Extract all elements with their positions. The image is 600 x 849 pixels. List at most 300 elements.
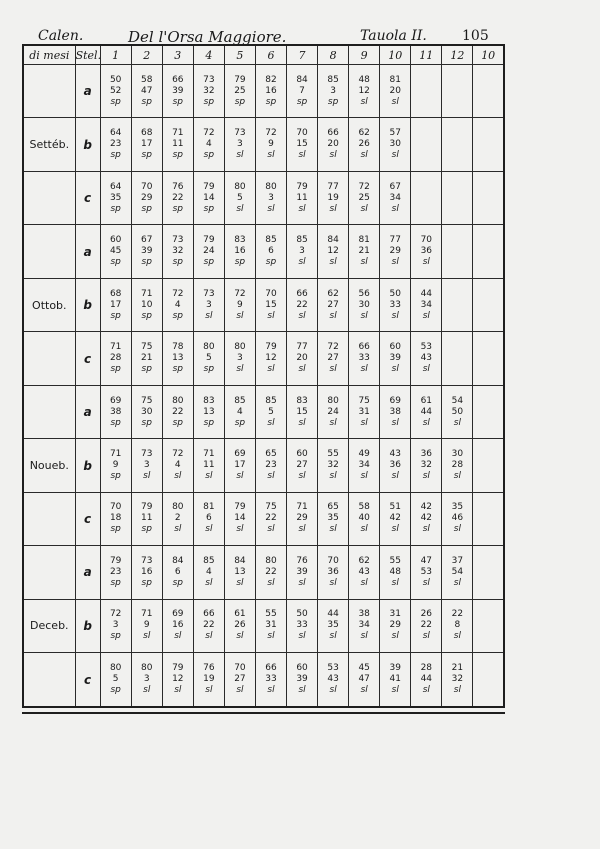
value-cell bbox=[287, 278, 318, 331]
direction-label: sl bbox=[391, 417, 399, 428]
direction-label: sl bbox=[267, 150, 275, 161]
value-number: 35 bbox=[327, 513, 339, 524]
value-number: 43 bbox=[389, 449, 401, 460]
header-title: Del l'Orsa Maggiore. bbox=[128, 28, 287, 46]
value-number: 72 bbox=[234, 288, 246, 299]
direction-label: sl bbox=[298, 524, 306, 535]
direction-label: sl bbox=[298, 417, 306, 428]
value-cell bbox=[318, 278, 349, 331]
value-number: 23 bbox=[265, 460, 277, 471]
direction-label: sl bbox=[267, 685, 275, 696]
value-cell bbox=[411, 599, 442, 652]
value-number: 39 bbox=[389, 353, 401, 364]
direction-label: sp bbox=[234, 257, 246, 268]
direction-label: sl bbox=[267, 577, 275, 588]
value-number: 65 bbox=[265, 449, 277, 460]
direction-label: sl bbox=[174, 524, 182, 535]
value-number: 28 bbox=[109, 353, 122, 364]
value-number: 6 bbox=[268, 246, 274, 257]
direction-label: sl bbox=[298, 257, 306, 268]
direction-label: sl bbox=[329, 631, 337, 642]
direction-label: sl bbox=[360, 417, 368, 428]
direction-label: sl bbox=[422, 631, 430, 642]
value-number: 70 bbox=[296, 128, 308, 139]
value-cell bbox=[411, 171, 442, 224]
value-cell bbox=[473, 385, 504, 438]
col-star-header: 9 bbox=[349, 45, 380, 65]
value-number: 80 bbox=[327, 395, 339, 406]
value-cell bbox=[442, 385, 473, 438]
direction-label: sp bbox=[265, 96, 277, 107]
direction-label: sp bbox=[203, 96, 215, 107]
value-number: 40 bbox=[358, 513, 370, 524]
value-number: 42 bbox=[420, 502, 433, 513]
value-number: 7 bbox=[299, 85, 305, 96]
value-cell bbox=[442, 171, 473, 224]
table-row bbox=[23, 492, 504, 545]
table-row bbox=[23, 225, 504, 278]
direction-label: sl bbox=[453, 524, 461, 535]
direction-label: sl bbox=[422, 524, 430, 535]
value-number: 66 bbox=[265, 663, 277, 674]
value-number: 20 bbox=[389, 85, 401, 96]
value-number: 75 bbox=[141, 342, 153, 353]
value-number: 72 bbox=[172, 449, 184, 460]
direction-label: sp bbox=[203, 203, 215, 214]
value-number: 36 bbox=[420, 246, 433, 257]
value-cell bbox=[442, 65, 473, 118]
value-cell bbox=[224, 278, 255, 331]
direction-label: sl bbox=[298, 364, 306, 375]
value-number: 15 bbox=[296, 139, 308, 150]
value-number: 42 bbox=[420, 513, 433, 524]
value-cell bbox=[255, 332, 286, 385]
value-number: 64 bbox=[109, 128, 122, 139]
value-number: 50 bbox=[109, 74, 122, 85]
direction-label: sl bbox=[267, 631, 275, 642]
direction-label: sl bbox=[236, 150, 244, 161]
value-cell bbox=[255, 492, 286, 545]
direction-label: sp bbox=[172, 310, 183, 321]
value-number: 3 bbox=[299, 246, 305, 257]
value-number: 42 bbox=[389, 513, 401, 524]
value-number: 71 bbox=[172, 128, 184, 139]
direction-label: sl bbox=[236, 631, 244, 642]
direction-label: sl bbox=[360, 471, 368, 482]
value-cell bbox=[380, 65, 411, 118]
table-header-row bbox=[23, 45, 504, 65]
value-number: 70 bbox=[141, 181, 153, 192]
direction-label: sp bbox=[327, 96, 339, 107]
value-number: 60 bbox=[389, 342, 401, 353]
direction-label: sl bbox=[422, 685, 430, 696]
value-number: 47 bbox=[358, 674, 370, 685]
value-cell bbox=[380, 439, 411, 492]
value-number: 13 bbox=[234, 566, 246, 577]
direction-label: sl bbox=[391, 524, 399, 535]
value-cell bbox=[287, 653, 318, 707]
value-number: 71 bbox=[141, 609, 153, 620]
value-number: 38 bbox=[109, 406, 122, 417]
value-number: 85 bbox=[265, 235, 277, 246]
bottom-rule bbox=[22, 712, 505, 714]
value-cell bbox=[255, 599, 286, 652]
value-cell bbox=[255, 225, 286, 278]
value-number: 25 bbox=[234, 85, 246, 96]
value-number: 38 bbox=[389, 406, 401, 417]
value-number: 62 bbox=[358, 555, 370, 566]
value-number: 4 bbox=[237, 406, 243, 417]
star-table bbox=[22, 44, 505, 708]
value-number: 46 bbox=[451, 513, 464, 524]
value-number: 39 bbox=[172, 85, 184, 96]
direction-label: sl bbox=[298, 685, 306, 696]
table-row bbox=[23, 653, 504, 707]
value-number: 28 bbox=[451, 460, 464, 471]
value-number: 43 bbox=[358, 566, 370, 577]
value-number: 20 bbox=[327, 139, 339, 150]
value-cell bbox=[193, 225, 224, 278]
value-number: 53 bbox=[420, 342, 433, 353]
value-cell bbox=[473, 332, 504, 385]
value-cell bbox=[411, 332, 442, 385]
direction-label: sp bbox=[203, 257, 215, 268]
direction-label: sp bbox=[110, 150, 121, 161]
value-number: 36 bbox=[420, 449, 433, 460]
value-cell bbox=[224, 599, 255, 652]
direction-label: sl bbox=[329, 577, 337, 588]
value-cell bbox=[100, 65, 131, 118]
value-cell bbox=[287, 118, 318, 171]
value-number: 26 bbox=[358, 139, 370, 150]
value-cell bbox=[411, 65, 442, 118]
direction-label: sl bbox=[267, 364, 275, 375]
direction-label: sl bbox=[267, 471, 275, 482]
value-number: 53 bbox=[420, 566, 433, 577]
direction-label: sl bbox=[391, 203, 399, 214]
direction-label: sl bbox=[360, 685, 368, 696]
month-cell bbox=[23, 332, 75, 385]
value-cell bbox=[380, 492, 411, 545]
value-cell bbox=[473, 599, 504, 652]
value-number: 35 bbox=[327, 620, 339, 631]
col-star-header: 4 bbox=[193, 45, 224, 65]
value-number: 80 bbox=[234, 342, 246, 353]
value-number: 32 bbox=[172, 246, 184, 257]
value-number: 15 bbox=[265, 299, 277, 310]
direction-label: sp bbox=[234, 417, 246, 428]
value-number: 70 bbox=[265, 288, 277, 299]
value-number: 16 bbox=[265, 85, 277, 96]
direction-label: sp bbox=[172, 96, 183, 107]
value-number: 80 bbox=[172, 502, 184, 513]
stel-cell: a bbox=[75, 225, 100, 278]
value-cell bbox=[442, 546, 473, 599]
value-number: 79 bbox=[203, 235, 215, 246]
value-cell bbox=[318, 171, 349, 224]
value-number: 85 bbox=[234, 395, 246, 406]
value-cell bbox=[131, 118, 162, 171]
value-number: 66 bbox=[203, 609, 215, 620]
value-cell bbox=[224, 653, 255, 707]
value-number: 44 bbox=[420, 674, 433, 685]
value-cell bbox=[131, 599, 162, 652]
value-number: 84 bbox=[234, 555, 246, 566]
direction-label: sl bbox=[236, 577, 244, 588]
direction-label: sp bbox=[265, 257, 277, 268]
value-number: 12 bbox=[327, 246, 339, 257]
value-number: 3 bbox=[237, 353, 243, 364]
value-number: 62 bbox=[327, 288, 339, 299]
value-cell bbox=[193, 653, 224, 707]
value-cell bbox=[349, 599, 380, 652]
value-cell bbox=[411, 546, 442, 599]
value-cell bbox=[224, 385, 255, 438]
direction-label: sl bbox=[422, 257, 430, 268]
direction-label: sl bbox=[329, 364, 337, 375]
value-number: 80 bbox=[109, 663, 122, 674]
value-cell bbox=[380, 278, 411, 331]
direction-label: sl bbox=[329, 257, 337, 268]
direction-label: sp bbox=[110, 203, 121, 214]
value-number: 70 bbox=[234, 663, 246, 674]
month-cell bbox=[23, 385, 75, 438]
value-number: 27 bbox=[296, 460, 308, 471]
value-cell bbox=[131, 439, 162, 492]
direction-label: sl bbox=[453, 685, 461, 696]
stel-cell: b bbox=[75, 118, 100, 171]
col-star-header: 7 bbox=[287, 45, 318, 65]
value-cell bbox=[411, 439, 442, 492]
value-number: 85 bbox=[296, 235, 308, 246]
value-cell bbox=[442, 439, 473, 492]
col-month-header: di mesi bbox=[23, 45, 75, 65]
direction-label: sl bbox=[205, 310, 213, 321]
value-number: 9 bbox=[237, 299, 243, 310]
value-number: 19 bbox=[327, 192, 339, 203]
direction-label: sp bbox=[203, 417, 215, 428]
month-cell: Settéb. bbox=[23, 118, 75, 171]
col-star-header: 10 bbox=[473, 45, 504, 65]
value-number: 4 bbox=[205, 139, 212, 150]
value-number: 39 bbox=[296, 674, 308, 685]
value-number: 5 bbox=[268, 406, 274, 417]
col-star-header: 12 bbox=[442, 45, 473, 65]
direction-label: sl bbox=[360, 257, 368, 268]
value-cell bbox=[380, 332, 411, 385]
value-cell bbox=[100, 492, 131, 545]
value-cell bbox=[318, 65, 349, 118]
direction-label: sl bbox=[391, 364, 399, 375]
col-star-header: 1 bbox=[100, 45, 131, 65]
direction-label: sp bbox=[141, 417, 152, 428]
direction-label: sl bbox=[391, 577, 399, 588]
direction-label: sl bbox=[236, 364, 244, 375]
direction-label: sl bbox=[236, 310, 244, 321]
value-number: 3 bbox=[112, 620, 119, 631]
value-cell bbox=[224, 492, 255, 545]
direction-label: sl bbox=[298, 471, 306, 482]
value-number: 29 bbox=[389, 620, 401, 631]
value-number: 27 bbox=[234, 674, 246, 685]
value-cell bbox=[131, 653, 162, 707]
value-cell bbox=[131, 332, 162, 385]
value-cell bbox=[349, 171, 380, 224]
value-number: 35 bbox=[109, 192, 122, 203]
value-cell bbox=[193, 332, 224, 385]
value-number: 36 bbox=[327, 566, 339, 577]
value-number: 3 bbox=[143, 674, 150, 685]
direction-label: sl bbox=[143, 685, 151, 696]
table-body bbox=[23, 65, 504, 708]
value-number: 11 bbox=[296, 192, 308, 203]
value-number: 6 bbox=[174, 566, 181, 577]
direction-label: sl bbox=[360, 524, 368, 535]
value-cell bbox=[380, 118, 411, 171]
value-number: 70 bbox=[420, 235, 433, 246]
direction-label: sl bbox=[298, 203, 306, 214]
value-number: 54 bbox=[451, 566, 464, 577]
value-cell bbox=[411, 653, 442, 707]
star-table-wrap bbox=[22, 44, 507, 712]
value-number: 45 bbox=[109, 246, 122, 257]
value-number: 9 bbox=[268, 139, 274, 150]
table-row bbox=[23, 385, 504, 438]
value-cell bbox=[411, 118, 442, 171]
value-number: 17 bbox=[141, 139, 153, 150]
direction-label: sp bbox=[110, 685, 121, 696]
table-row bbox=[23, 65, 504, 118]
value-cell bbox=[349, 65, 380, 118]
stel-cell: c bbox=[75, 653, 100, 707]
value-number: 12 bbox=[358, 85, 370, 96]
direction-label: sl bbox=[205, 524, 213, 535]
direction-label: sl bbox=[391, 631, 399, 642]
value-number: 32 bbox=[420, 460, 433, 471]
value-number: 81 bbox=[358, 235, 370, 246]
value-number: 80 bbox=[203, 342, 215, 353]
value-number: 16 bbox=[141, 566, 153, 577]
direction-label: sl bbox=[360, 203, 368, 214]
value-cell bbox=[473, 653, 504, 707]
value-number: 51 bbox=[389, 502, 401, 513]
direction-label: sl bbox=[360, 631, 368, 642]
value-number: 72 bbox=[327, 342, 339, 353]
direction-label: sl bbox=[422, 364, 430, 375]
value-number: 79 bbox=[141, 502, 153, 513]
value-number: 9 bbox=[143, 620, 150, 631]
value-cell bbox=[162, 599, 193, 652]
value-number: 73 bbox=[172, 235, 184, 246]
value-cell bbox=[442, 225, 473, 278]
value-cell bbox=[287, 599, 318, 652]
value-cell bbox=[193, 171, 224, 224]
value-number: 27 bbox=[327, 353, 339, 364]
value-cell bbox=[380, 599, 411, 652]
value-cell bbox=[473, 171, 504, 224]
value-cell bbox=[224, 439, 255, 492]
value-number: 77 bbox=[389, 235, 401, 246]
value-cell bbox=[162, 278, 193, 331]
value-number: 53 bbox=[327, 663, 339, 674]
value-number: 3 bbox=[268, 192, 274, 203]
direction-label: sp bbox=[203, 150, 215, 161]
value-number: 84 bbox=[327, 235, 339, 246]
direction-label: sp bbox=[172, 577, 183, 588]
value-cell bbox=[162, 332, 193, 385]
value-number: 22 bbox=[420, 620, 433, 631]
value-number: 73 bbox=[141, 555, 153, 566]
month-cell bbox=[23, 653, 75, 707]
month-cell: Ottob. bbox=[23, 278, 75, 331]
value-cell bbox=[318, 118, 349, 171]
direction-label: sl bbox=[267, 417, 275, 428]
direction-label: sp bbox=[141, 577, 152, 588]
value-number: 13 bbox=[203, 406, 215, 417]
direction-label: sl bbox=[422, 417, 430, 428]
value-cell bbox=[349, 439, 380, 492]
value-number: 85 bbox=[265, 395, 277, 406]
value-cell bbox=[131, 171, 162, 224]
value-number: 55 bbox=[389, 555, 401, 566]
value-cell bbox=[287, 492, 318, 545]
value-cell bbox=[349, 492, 380, 545]
value-number: 26 bbox=[420, 609, 433, 620]
direction-label: sl bbox=[453, 417, 461, 428]
value-cell bbox=[193, 385, 224, 438]
value-number: 3 bbox=[205, 299, 212, 310]
value-number: 37 bbox=[451, 555, 464, 566]
value-cell bbox=[380, 385, 411, 438]
value-cell bbox=[442, 599, 473, 652]
value-number: 11 bbox=[141, 513, 153, 524]
direction-label: sl bbox=[143, 471, 151, 482]
direction-label: sl bbox=[391, 310, 399, 321]
value-number: 22 bbox=[172, 406, 184, 417]
value-number: 18 bbox=[109, 513, 122, 524]
value-cell bbox=[411, 225, 442, 278]
value-number: 79 bbox=[234, 502, 246, 513]
value-number: 39 bbox=[296, 566, 308, 577]
direction-label: sp bbox=[172, 150, 183, 161]
col-star-header: 10 bbox=[380, 45, 411, 65]
value-number: 26 bbox=[234, 620, 246, 631]
value-number: 80 bbox=[141, 663, 153, 674]
value-number: 11 bbox=[203, 460, 215, 471]
value-number: 5 bbox=[112, 674, 119, 685]
value-number: 60 bbox=[296, 663, 308, 674]
value-number: 55 bbox=[265, 609, 277, 620]
value-cell bbox=[442, 492, 473, 545]
value-cell bbox=[193, 65, 224, 118]
value-number: 80 bbox=[265, 181, 277, 192]
direction-label: sl bbox=[298, 150, 306, 161]
value-cell bbox=[100, 546, 131, 599]
value-number: 31 bbox=[358, 406, 370, 417]
direction-label: sl bbox=[267, 203, 275, 214]
value-cell bbox=[380, 546, 411, 599]
direction-label: sl bbox=[236, 203, 244, 214]
value-cell bbox=[380, 171, 411, 224]
direction-label: sp bbox=[141, 203, 152, 214]
value-number: 58 bbox=[358, 502, 370, 513]
value-number: 4 bbox=[174, 460, 181, 471]
value-cell bbox=[380, 225, 411, 278]
value-cell bbox=[100, 118, 131, 171]
value-cell bbox=[224, 225, 255, 278]
direction-label: sp bbox=[141, 364, 152, 375]
value-cell bbox=[162, 65, 193, 118]
